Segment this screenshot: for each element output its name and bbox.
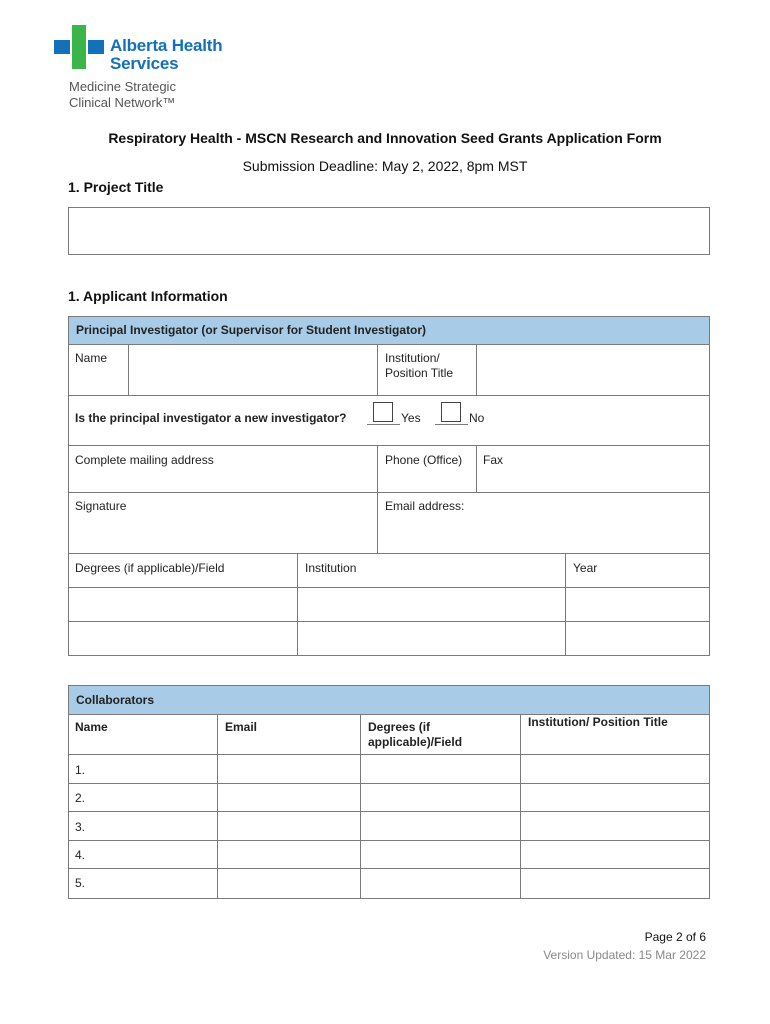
no-label: No	[469, 411, 485, 425]
network-line-2: Clinical Network™	[69, 95, 176, 110]
pi-table	[68, 316, 710, 656]
degree-field-input-2[interactable]	[69, 622, 297, 655]
collaborators-header	[68, 685, 710, 715]
collab-degrees-col: Degrees (if applicable)/Field	[368, 720, 463, 749]
brand-line-1: Alberta Health	[110, 36, 223, 55]
institution-position-label: Institution/ Position Title	[385, 351, 454, 380]
collaborators-table	[68, 685, 710, 899]
brand-line-2: Services	[110, 54, 179, 73]
email-address-label: Email address:	[385, 499, 465, 513]
project-title-heading: 1. Project Title	[68, 179, 164, 195]
collab-row-2: 2.	[75, 791, 86, 805]
phone-office-label: Phone (Office)	[385, 453, 463, 467]
no-checkbox[interactable]	[441, 402, 461, 422]
collab-email-col: Email	[225, 720, 258, 734]
degree-institution-input-2[interactable]	[298, 622, 565, 655]
page-number: Page 2 of 6	[644, 930, 706, 944]
yes-checkbox[interactable]	[373, 402, 393, 422]
version-updated: Version Updated: 15 Mar 2022	[543, 948, 706, 962]
network-line-1: Medicine Strategic	[69, 79, 176, 94]
collaborators-header-label: Collaborators	[76, 693, 155, 707]
collab-row-3: 3.	[75, 820, 86, 834]
signature-label: Signature	[75, 499, 127, 513]
collab-row-4: 4.	[75, 848, 86, 862]
mailing-address-label: Complete mailing address	[75, 453, 214, 467]
ahs-cross-logo-icon	[54, 25, 104, 69]
submission-deadline: Submission Deadline: May 2, 2022, 8pm MST	[242, 158, 528, 174]
collab-institution-col: Institution/ Position Title	[528, 715, 668, 729]
year-column-label: Year	[573, 561, 598, 575]
degree-field-input-1[interactable]	[69, 588, 297, 621]
new-investigator-question: Is the principal investigator a new investigator?	[75, 411, 347, 425]
degrees-field-label: Degrees (if applicable)/Field	[75, 561, 225, 575]
pi-institution-field[interactable]	[477, 345, 709, 395]
collab-row-5: 5.	[75, 876, 86, 890]
pi-header-label: Principal Investigator (or Supervisor for Student Investigator)	[76, 323, 427, 337]
applicant-information-heading: 1. Applicant Information	[68, 288, 228, 304]
fax-label: Fax	[483, 453, 504, 467]
project-title-field[interactable]	[68, 207, 710, 255]
degree-year-input-2[interactable]	[566, 622, 709, 655]
form-title: Respiratory Health - MSCN Research and Innovation Seed Grants Application Form	[108, 130, 662, 146]
pi-name-field[interactable]	[129, 345, 377, 395]
pi-table-header	[68, 316, 710, 345]
institution-column-label: Institution	[305, 561, 357, 575]
degree-year-input-1[interactable]	[566, 588, 709, 621]
collab-row-1: 1.	[75, 763, 86, 777]
yes-label: Yes	[401, 411, 421, 425]
name-label: Name	[75, 351, 108, 365]
degree-institution-input-1[interactable]	[298, 588, 565, 621]
collab-name-col: Name	[75, 720, 108, 734]
